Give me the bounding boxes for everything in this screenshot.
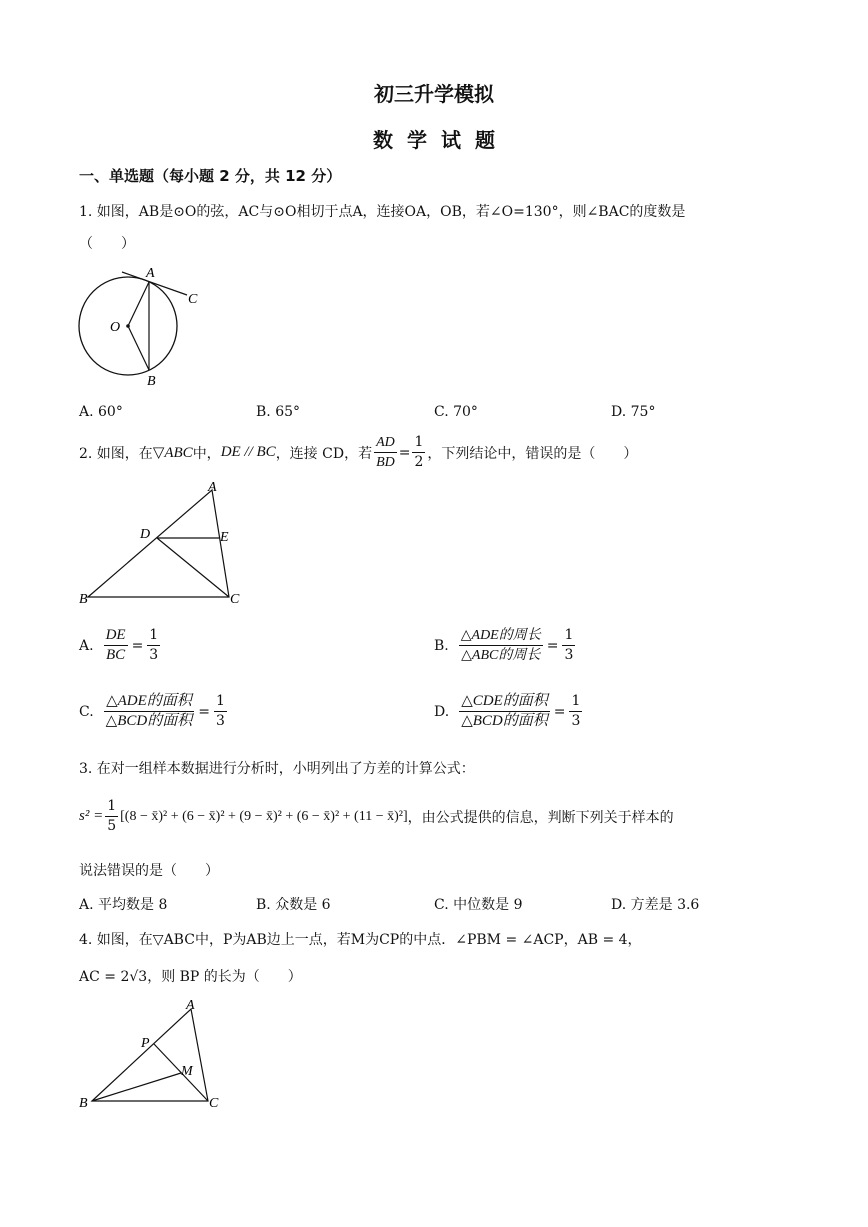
label-b: B: [147, 374, 156, 389]
q1-stem: 1. 如图，AB是⊙O的弦，AC与⊙O相切于点A，连接OA，OB，若∠O=130°，则∠BAC的度数是: [79, 204, 686, 220]
formula-body: [(8 − x̄)² + (6 − x̄)² + (9 − x̄)² + (6 − x̄)² + (11 − x̄)²]: [120, 808, 408, 824]
label-o: O: [110, 320, 121, 335]
segment-bm: [92, 1073, 181, 1101]
label-c: C: [188, 292, 198, 307]
q2-suffix: ，下列结论中，错误的是（ ）: [427, 445, 638, 462]
radius-oa: [128, 282, 149, 326]
label-a: A: [186, 998, 195, 1013]
q3-option-a[interactable]: A. 平均数是 8: [79, 897, 168, 913]
q1-option-b[interactable]: B. 65°: [256, 404, 301, 420]
radius-ob: [128, 326, 149, 370]
q1-option-a[interactable]: A. 60°: [79, 404, 123, 420]
q2-option-b[interactable]: B. $\frac{\text{△ADE的周长}}{\text{△ABC的周长}}$ = $\frac{1}{3}$: [434, 627, 574, 663]
q2-parallel: DE // BC: [220, 444, 276, 460]
q1-option-c[interactable]: C. 70°: [434, 404, 478, 420]
segment-cd: [157, 538, 229, 597]
label-e: E: [220, 530, 229, 545]
q1-option-d[interactable]: D. 75°: [611, 404, 656, 420]
label-p: P: [141, 1036, 150, 1051]
triangle-abc: [88, 490, 229, 597]
q3-stem-line3: 说法错误的是（ ）: [79, 863, 219, 879]
q1-stem-paren: （ ）: [79, 236, 135, 252]
q4-triangle-figure: [72, 996, 232, 1116]
formula-lhs: s² =: [79, 808, 104, 824]
page-title: 初三升学模拟: [374, 82, 494, 106]
q3-formula: s² = $\frac{1}{5}$ [(8 − x̄)² + (6 − x̄)² + (9 − x̄)² + (6 − x̄)² + (11 − x̄)²] ，由公式提供的信息，判断下列关于样本的: [79, 798, 674, 834]
label-m: M: [181, 1064, 193, 1079]
q2-triangle: ▽ABC: [152, 445, 193, 461]
q4-stem-line2: AC = 2√3，则 BP 的长为（ ）: [79, 969, 302, 985]
q2-mid1: 中，: [192, 445, 221, 462]
q2-half-fraction: $\frac{1}{2}$: [414, 434, 424, 470]
label-a: A: [146, 266, 155, 281]
formula-tail: ，由公式提供的信息，判断下列关于样本的: [407, 809, 674, 826]
triangle-abc: [92, 1009, 208, 1101]
label-b: B: [79, 592, 88, 607]
q2-equals: =: [398, 444, 411, 461]
q2-triangle-figure: [72, 476, 252, 611]
q2-option-c[interactable]: C. $\frac{\text{△ADE的面积}}{\text{△BCD的面积}}$ = $\frac{1}{3}$: [79, 693, 225, 729]
q3-option-b[interactable]: B. 众数是 6: [256, 897, 331, 913]
center-dot: [126, 324, 130, 328]
label-d: D: [140, 527, 151, 542]
q1-circle-figure: [70, 262, 220, 392]
label-a: A: [208, 480, 217, 495]
q2-ratio-fraction: $\frac{AD}{BD}$: [376, 435, 395, 470]
q2-mid2: ，连接 CD，若: [275, 445, 373, 462]
q2-prefix: 2. 如图，在: [79, 445, 153, 462]
q2-option-d[interactable]: D. $\frac{\text{△CDE的面积}}{\text{△BCD的面积}}$ = $\frac{1}{3}$: [434, 693, 581, 729]
q2-option-a[interactable]: A. $\frac{DE}{BC}$ = $\frac{1}{3}$: [79, 627, 159, 663]
label-b: B: [79, 1096, 88, 1111]
section-heading: 一、单选题（每小题 2 分，共 12 分）: [79, 167, 342, 185]
q4-stem: 4. 如图，在▽ABC中，P为AB边上一点，若M为CP的中点．∠PBM = ∠ACP，AB = 4，: [79, 932, 642, 948]
q3-option-d[interactable]: D. 方差是 3.6: [611, 897, 700, 913]
label-c: C: [209, 1096, 219, 1111]
page-subtitle: 数学试题: [373, 128, 509, 152]
q3-option-c[interactable]: C. 中位数是 9: [434, 897, 523, 913]
q2-stem: [79, 433, 637, 472]
q3-stem: 3. 在对一组样本数据进行分析时，小明列出了方差的计算公式：: [79, 761, 475, 777]
label-c: C: [230, 592, 240, 607]
